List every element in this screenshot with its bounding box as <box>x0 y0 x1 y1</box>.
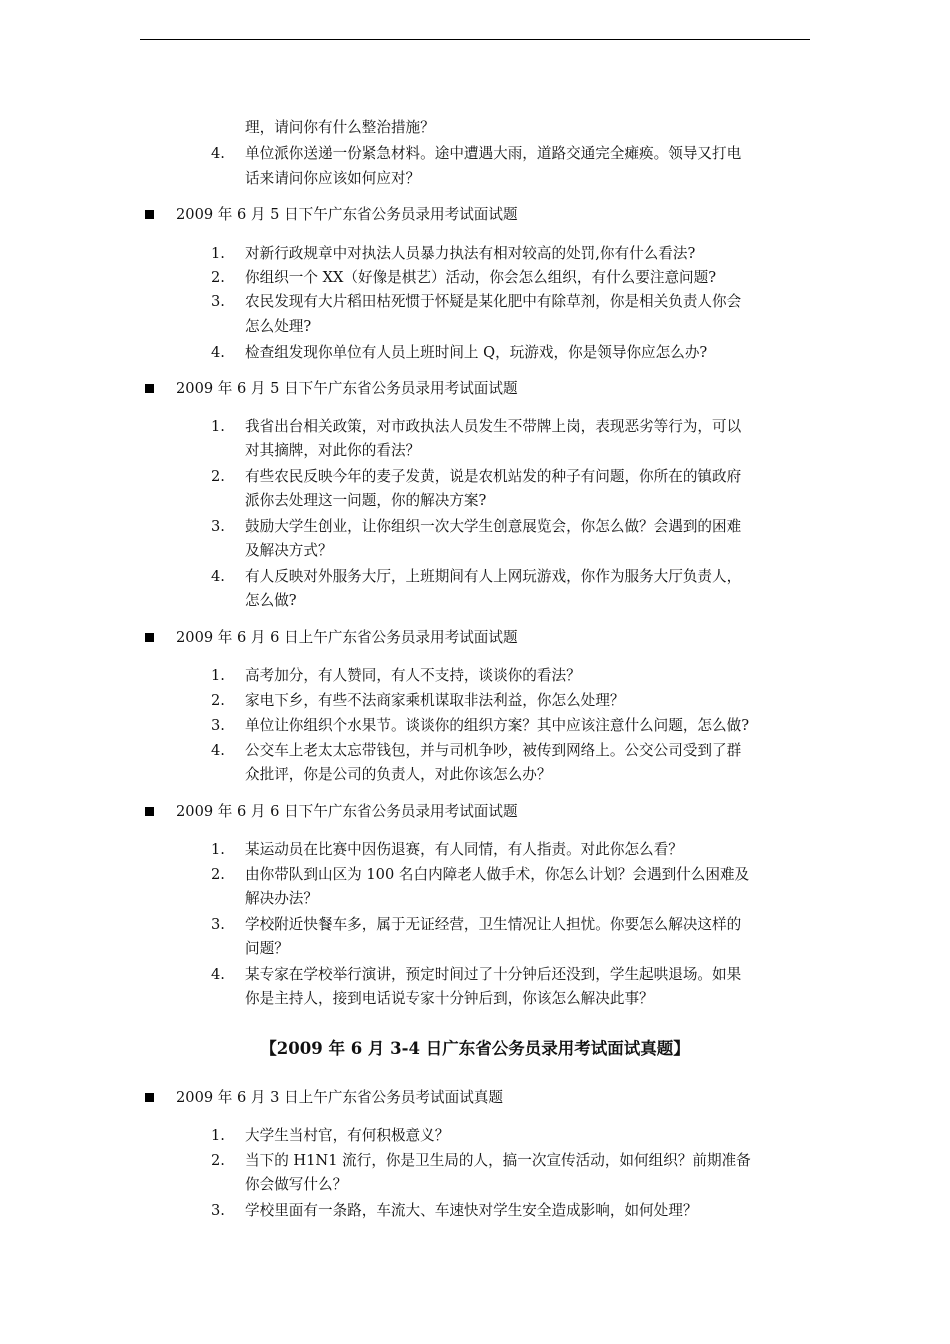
list-item-number: 1. <box>211 418 225 435</box>
list-item-text: 对其摘牌，对此你的看法？ <box>245 442 421 459</box>
list-item-text: 学校附近快餐车多，属于无证经营，卫生情况让人担忧。你要怎么解决这样的 <box>245 916 742 933</box>
list-item-number: 1. <box>211 1127 225 1144</box>
list-item-text: 众批评，你是公司的负责人，对此你该怎么办？ <box>245 766 552 783</box>
list-item-text: 解决办法？ <box>245 890 318 907</box>
section-bullet <box>145 210 154 219</box>
section-title: 2009 年 6 月 6 日下午广东省公务员录用考试面试题 <box>176 803 518 820</box>
list-item-text: 怎么处理? <box>245 318 312 335</box>
list-item-number: 3. <box>211 293 225 310</box>
list-item-text: 有些农民反映今年的麦子发黄，说是农机站发的种子有问题，你所在的镇政府 <box>245 468 742 485</box>
list-item-number: 4. <box>211 568 225 585</box>
list-item-text: 高考加分，有人赞同，有人不支持，谈谈你的看法？ <box>245 667 581 684</box>
list-item-text: 派你去处理这一问题，你的解决方案? <box>245 492 487 509</box>
list-item-number: 2. <box>211 1152 225 1169</box>
list-item-text: 学校里面有一条路，车流大、车速快对学生安全造成影响，如何处理？ <box>245 1202 698 1219</box>
section-bullet <box>145 633 154 642</box>
list-item-number: 3. <box>211 1202 225 1219</box>
list-item-text: 怎么做? <box>245 592 297 609</box>
list-item-number: 1. <box>211 667 225 684</box>
list-item-number: 2. <box>211 468 225 485</box>
list-item-text: 大学生当村官，有何积极意义？ <box>245 1127 450 1144</box>
section-bullet <box>145 807 154 816</box>
list-item-number: 4. <box>211 344 225 361</box>
list-item-number: 4. <box>211 966 225 983</box>
list-item-text: 由你带队到山区为 100 名白内障老人做手术，你怎么计划？会遇到什么困难及 <box>245 866 750 883</box>
section-bullet <box>145 1093 154 1102</box>
list-item-number: 3. <box>211 518 225 535</box>
list-item-number: 2. <box>211 866 225 883</box>
list-item-text: 单位让你组织个水果节。谈谈你的组织方案？其中应该注意什么问题，怎么做? <box>245 717 750 734</box>
list-item-text: 公交车上老太太忘带钱包，并与司机争吵，被传到网络上。公交公司受到了群 <box>245 742 742 759</box>
list-item-number: 3. <box>211 717 225 734</box>
list-item-number: 1. <box>211 841 225 858</box>
list-item-number: 2. <box>211 692 225 709</box>
center-heading: 【2009 年 6 月 3-4 日广东省公务员录用考试面试真题】 <box>260 1039 690 1058</box>
list-item-number: 4. <box>211 145 225 162</box>
list-item-text: 鼓励大学生创业，让你组织一次大学生创意展览会，你怎么做？会遇到的困难 <box>245 518 742 535</box>
list-item-number: 3. <box>211 916 225 933</box>
list-item-text: 家电下乡，有些不法商家乘机谋取非法利益，你怎么处理？ <box>245 692 625 709</box>
header-rule <box>140 39 810 40</box>
list-item-text: 我省出台相关政策，对市政执法人员发生不带牌上岗，表现恶劣等行为，可以 <box>245 418 742 435</box>
list-item-text: 及解决方式？ <box>245 542 333 559</box>
list-item-text: 某运动员在比赛中因伤退赛，有人同情，有人指责。对此你怎么看？ <box>245 841 683 858</box>
list-item-text: 某专家在学校举行演讲，预定时间过了十分钟后还没到，学生起哄退场。如果 <box>245 966 742 983</box>
list-item-text: 对新行政规章中对执法人员暴力执法有相对较高的处罚,你有什么看法? <box>245 245 696 262</box>
list-item-text: 有人反映对外服务大厅，上班期间有人上网玩游戏，你作为服务大厅负责人， <box>245 568 742 585</box>
list-item-number: 2. <box>211 269 225 286</box>
list-item-text: 检查组发现你单位有人员上班时间上 Q，玩游戏，你是领导你应怎么办? <box>245 344 708 361</box>
list-item-text: 问题？ <box>245 940 289 957</box>
list-item-text: 单位派你送递一份紧急材料。途中遭遇大雨，道路交通完全瘫痪。领导又打电 <box>245 145 742 162</box>
list-item-text: 当下的 H1N1 流行，你是卫生局的人，搞一次宣传活动，如何组织？前期准备 <box>245 1152 751 1169</box>
section-bullet <box>145 384 154 393</box>
section-title: 2009 年 6 月 3 日上午广东省公务员考试面试真题 <box>176 1089 503 1106</box>
list-item-number: 4. <box>211 742 225 759</box>
list-item-text: 话来请问你应该如何应对？ <box>245 170 421 187</box>
list-item-text: 你是主持人，接到电话说专家十分钟后到，你该怎么解决此事？ <box>245 990 654 1007</box>
list-item-text: 你组织一个 XX（好像是棋艺）活动，你会怎么组织，有什么要注意问题? <box>245 269 717 286</box>
section-title: 2009 年 6 月 5 日下午广东省公务员录用考试面试题 <box>176 206 518 223</box>
list-item-text: 农民发现有大片稻田枯死惯于怀疑是某化肥中有除草剂，你是相关负责人你会 <box>245 293 742 310</box>
section-title: 2009 年 6 月 5 日下午广东省公务员录用考试面试题 <box>176 380 518 397</box>
section-title: 2009 年 6 月 6 日上午广东省公务员录用考试面试题 <box>176 629 518 646</box>
list-item-number: 1. <box>211 245 225 262</box>
list-item-text: 你会做写什么？ <box>245 1176 348 1193</box>
carry-over-line: 理，请问你有什么整治措施？ <box>245 119 435 136</box>
